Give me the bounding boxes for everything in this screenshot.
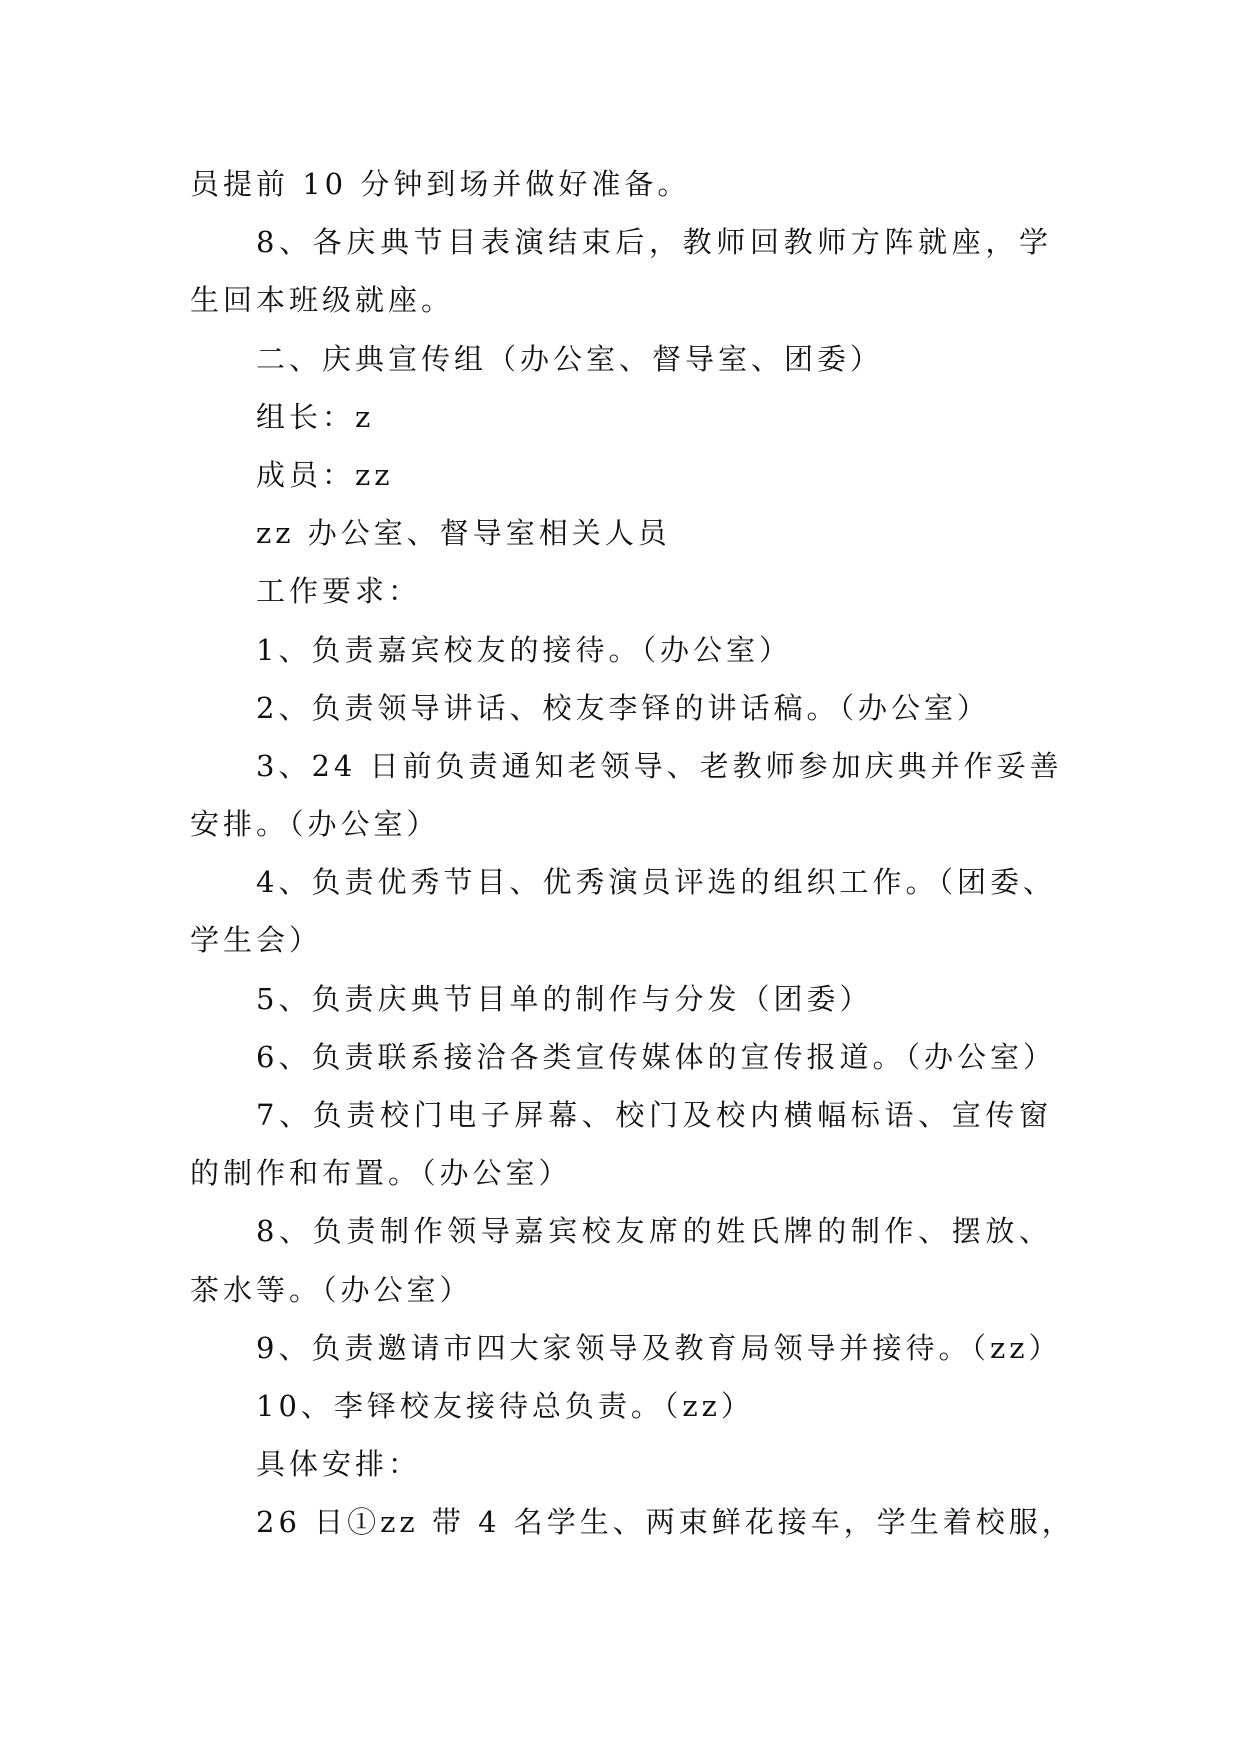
paragraph-line: 3、24 日前负责通知老领导、老教师参加庆典并作妥善: [256, 748, 1063, 783]
continued-paragraph: [190, 155, 1052, 213]
paragraph-line: 组长：z: [256, 399, 375, 434]
paragraph-line: 7、负责校门电子屏幕、校门及校内横幅标语、宣传窗: [256, 1098, 1052, 1132]
paragraph-line: 2、负责领导讲话、校友李铎的讲话稿。（办公室）: [256, 690, 990, 725]
paragraph-line: 10、李铎校友接待总负责。（zz）: [256, 1388, 754, 1423]
paragraph: [190, 388, 1052, 446]
paragraph: [190, 504, 1052, 562]
paragraph: [190, 1493, 1075, 1551]
list-item: [190, 679, 1052, 737]
section-heading: [190, 330, 1052, 388]
paragraph-line: 4、负责优秀节目、优秀演员评选的组织工作。（团委、: [256, 865, 1056, 900]
list-item: [190, 621, 1052, 679]
paragraph-line: 的制作和布置。（办公室）: [190, 1156, 572, 1191]
list-item: [190, 1377, 1052, 1435]
list-item: [190, 970, 1052, 1028]
list-item: [190, 1319, 1062, 1377]
list-item: [190, 1086, 1052, 1202]
paragraph-line: 生回本班级就座。: [190, 283, 455, 318]
paragraph-line: 26 日①zz 带 4 名学生、两束鲜花接车，学生着校服，: [256, 1505, 1075, 1540]
subheading: [190, 1435, 1052, 1493]
paragraph-line: 9、负责邀请市四大家领导及教育局领导并接待。（zz）: [256, 1330, 1062, 1365]
list-item: [190, 1202, 1052, 1318]
list-item: [190, 1028, 1056, 1086]
paragraph-line: 5、负责庆典节目单的制作与分发（团委）: [256, 981, 873, 1016]
document-body: [190, 155, 1075, 1552]
paragraph-line: 茶水等。（办公室）: [190, 1272, 473, 1307]
paragraph-line: 8、各庆典节目表演结束后，教师回教师方阵就座，学: [256, 225, 1052, 260]
paragraph-line: 成员：zz: [256, 457, 394, 492]
paragraph-line: 员提前 10 分钟到场并做好准备。: [190, 167, 691, 201]
paragraph-line: 具体安排：: [256, 1447, 422, 1482]
subheading: [190, 562, 1052, 620]
paragraph-line: 学生会）: [190, 923, 323, 958]
paragraph-line: 6、负责联系接洽各类宣传媒体的宣传报道。（办公室）: [256, 1039, 1056, 1074]
paragraph-line: 二、庆典宣传组（办公室、督导室、团委）: [256, 341, 884, 376]
list-item: [190, 853, 1056, 969]
paragraph: [190, 213, 1052, 329]
paragraph-line: 安排。（办公室）: [190, 807, 440, 842]
paragraph-line: 工作要求：: [256, 574, 422, 609]
list-item: [190, 737, 1063, 853]
paragraph-line: zz 办公室、督导室相关人员: [256, 516, 671, 551]
paragraph-line: 1、负责嘉宾校友的接待。（办公室）: [256, 632, 792, 667]
paragraph: [190, 446, 1052, 504]
paragraph-line: 8、负责制作领导嘉宾校友席的姓氏牌的制作、摆放、: [256, 1214, 1052, 1249]
